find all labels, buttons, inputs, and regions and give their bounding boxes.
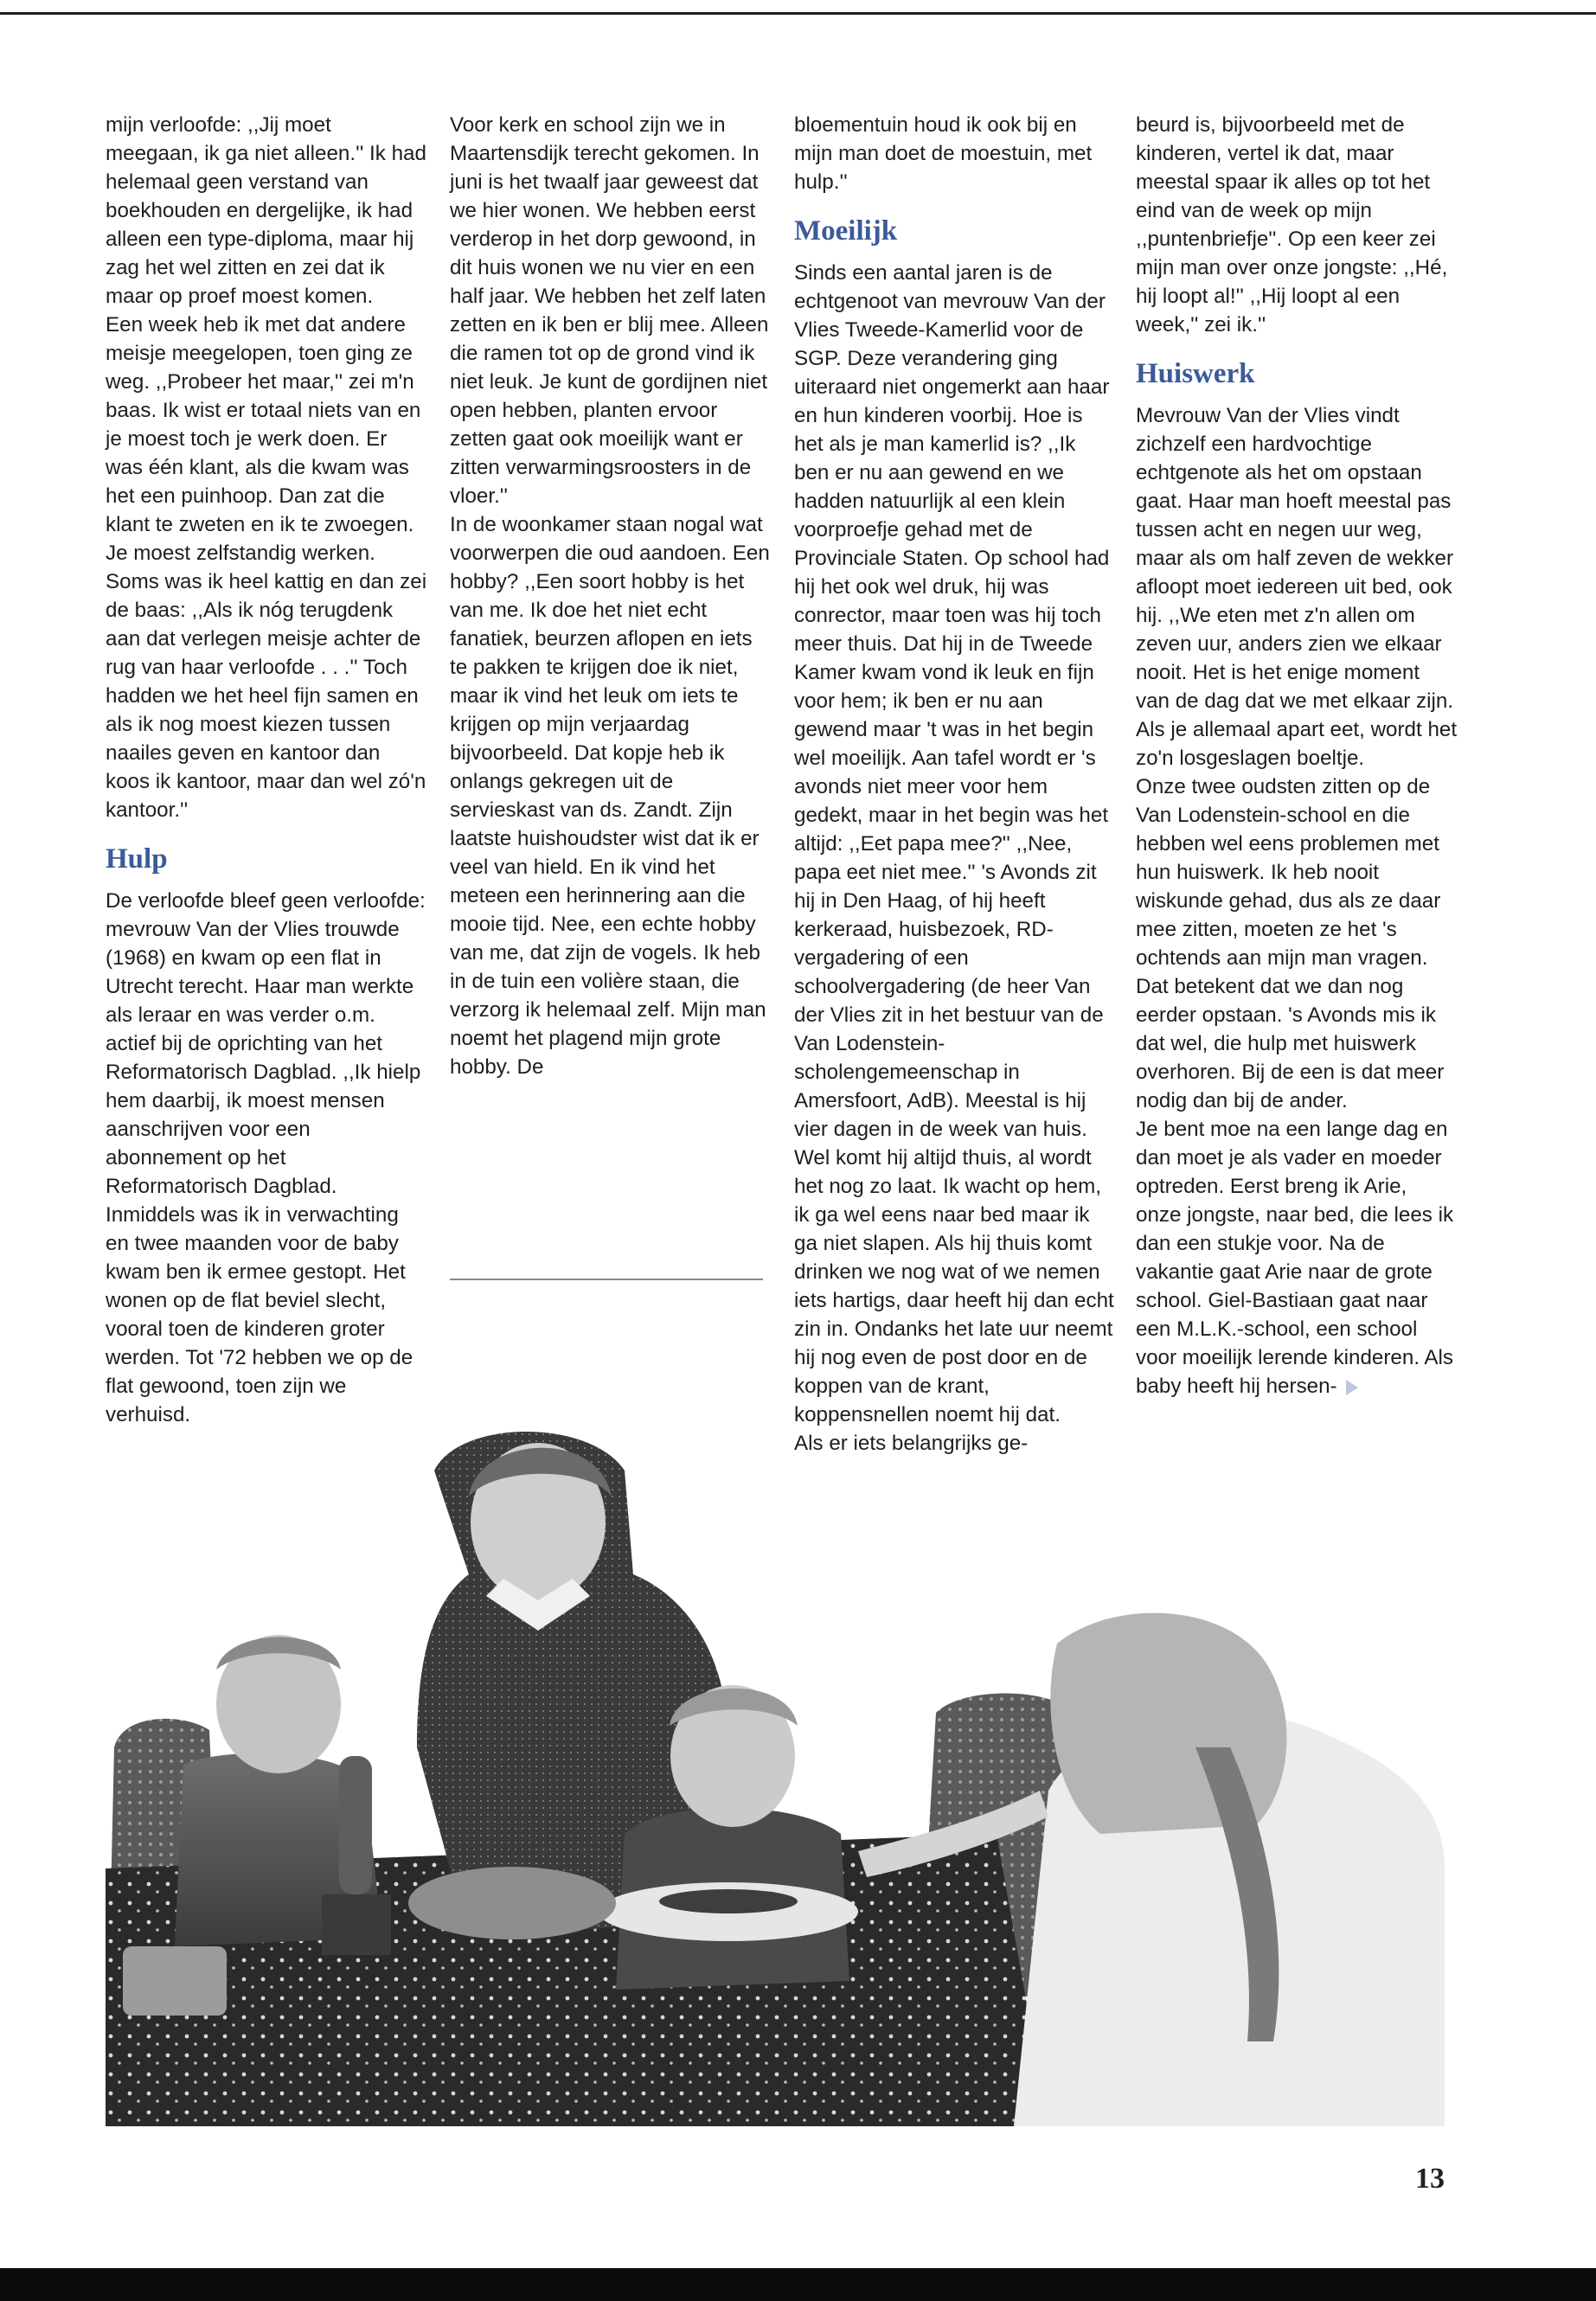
basket: [408, 1867, 616, 1939]
cake-slice: [659, 1889, 798, 1913]
paragraph-text: Je bent moe na een lange dag en dan moet je als vader en moeder optreden. Eerst breng ik Arie, onze jongste, naar bed, die lees ik dan een stukje voor. Na de vakantie gaat Arie naar de grote school. Giel-Bastiaan gaat naar een M.L.K.-school, een school voor moeilijk lerende kinderen. Als baby heeft hij hersen-: [1136, 1118, 1454, 1398]
family-photo: [106, 1384, 1445, 2126]
cactus: [339, 1756, 372, 1894]
top-border: [0, 12, 1596, 15]
article-column-3: [794, 111, 1116, 1458]
page-number: 13: [1415, 2163, 1445, 2195]
paragraph: Een week heb ik met dat andere meisje meegelopen, toen ging ze weg. ,,Probeer het maar,'' zei m'n baas. Ik wist er totaal niets van en je moest toch je werk doen. Er was één klant, als die kwam was het een puinhoop. Dan zat die klant te zweten en ik te zwoegen. Je moest zelfstandig werken. Soms was ik heel kattig en dan zei de baas: ,,Als ik nóg terugdenk aan dat verlegen meisje achter de rug van haar verloofde . . .'' Toch hadden we het heel fijn samen en als ik nog moest kiezen tussen naailes geven en kantoor dan koos ik kantoor, maar dan wel zó'n kantoor.'': [106, 313, 427, 822]
section-heading-huiswerk: Huiswerk: [1136, 358, 1255, 389]
column-divider-rule: [450, 1279, 763, 1280]
paragraph: In de woonkamer staan nogal wat voorwerpen die oud aandoen. Een hobby? ,,Een soort hobby is het van me. Ik doe het niet echt fanatiek, beurzen aflopen en iets te pakken te krijgen doe ik niet, maar ik vind het leuk om iets te krijgen op mijn verjaardag bijvoorbeeld. Dat kopje heb ik onlangs gekregen uit de servieskast van ds. Zandt. Zijn laatste huishoudster wist dat ik er veel van hield. En ik vind het meteen een herinnering aan die mooie tijd. Nee, een echte hobby van me, dat zijn de vogels. Ik heb in de tuin een volière staan, die verzorg ik helemaal zelf. Mijn man noemt het plagend mijn grote hobby. De: [450, 513, 770, 1079]
article-column-1: [106, 111, 427, 1429]
paragraph: beurd is, bijvoorbeeld met de kinderen, vertel ik dat, maar meestal spaar ik alles op tot het eind van de week op mijn ,,puntenbriefje''. Op een keer zei mijn man over onze jongste: ,,Hé, hij loopt al!'' ,,Hij loopt al een week,'' zei ik.'': [1136, 113, 1448, 336]
paragraph: [1136, 1115, 1458, 1400]
paragraph: Sinds een aantal jaren is de echtgenoot van mevrouw Van der Vlies Tweede-Kamerlid voor de SGP. Deze verandering ging uiteraard niet ongemerkt aan haar en hun kinderen voorbij. Hoe is het als je man kamerlid is? ,,Ik ben er nu aan gewend en we hadden natuurlijk al een klein voorproefje gehad met de Provinciale Staten. Op school had hij het ook wel druk, hij was conrector, maar toen was hij toch meer thuis. Dat hij in de Tweede Kamer kwam vond ik leuk en fijn voor hem; ik ben er nu aan gewend maar 't was in het begin wel moeilijk. Aan tafel wordt er 's avonds niet meer voor hem gedekt, maar in het begin was het altijd: ,,Eet papa mee?'' ,,Nee, papa eet niet mee.'' 's Avonds zit hij in Den Haag, of hij heeft kerkeraad, huisbezoek, RD-vergadering of een schoolvergadering (de heer Van der Vlies zit in het bestuur van de Van Lodenstein-scholengemeenschap in Amersfoort, AdB). Meestal is hij vier dagen in de week van huis. Wel komt hij altijd thuis, al wordt het nog zo laat. Ik wacht op hem, ik ga wel eens naar bed maar ik ga niet slapen. Als hij thuis komt drinken we nog wat of we nemen iets hartigs, daar heeft hij dan echt zin in. Ondanks het late uur neemt hij nog even de post door en de koppen van de krant, koppensnellen noemt hij dat.: [794, 261, 1114, 1426]
paragraph: Als er iets belangrijks ge-: [794, 1432, 1029, 1455]
glass: [123, 1946, 227, 2016]
paragraph: Voor kerk en school zijn we in Maartensdijk terecht gekomen. In juni is het twaalf jaar geweest dat we hier wonen. We hebben eerst verderop in het dorp gewoond, in dit huis wonen we nu vier en een half jaar. We hebben het zelf laten zetten en ik ben er blij mee. Alleen die ramen tot op de grond vind ik niet leuk. Je kunt de gordijnen niet open hebben, planten ervoor zetten gaat ook moeilijk want er zitten verwarmingsroosters in de vloer.'': [450, 113, 769, 508]
cactus-pot: [322, 1894, 391, 1955]
paragraph: De verloofde bleef geen verloofde: mevrouw Van der Vlies trouwde (1968) en kwam op een flat in Utrecht terecht. Haar man werkte als leraar en was verder o.m. actief bij de oprichting van het Reformatorisch Dagblad. ,,Ik hielp hem daarbij, ik moest mensen aanschrijven voor een abonnement op het Reformatorisch Dagblad. Inmiddels was ik in verwachting en twee maanden voor de baby kwam ben ik ermee gestopt. Het wonen op de flat beviel slecht, vooral toen de kinderen groter werden. Tot '72 hebben we op de flat gewoond, toen zijn we verhuisd.: [106, 889, 426, 1426]
section-heading-moeilijk: Moeilijk: [794, 215, 898, 247]
article-column-4: [1136, 111, 1458, 1400]
girl-head: [1050, 1613, 1286, 1834]
article-column-2: [450, 111, 772, 1081]
bottom-border: [0, 2268, 1596, 2301]
paragraph: Onze twee oudsten zitten op de Van Lodenstein-school en die hebben wel eens problemen met hun huiswerk. Ik heb nooit wiskunde gehad, dus als ze daar mee zitten, moeten ze het 's ochtends aan mijn man vragen. Dat betekent dat we dan nog eerder opstaan. 's Avonds mis ik dat wel, die hulp met huiswerk overhoren. Bij de een is dat meer nodig dan bij de ander.: [1136, 775, 1445, 1112]
paragraph: bloementuin houd ik ook bij en mijn man doet de moestuin, met hulp.'': [794, 113, 1093, 194]
paragraph: Mevrouw Van der Vlies vindt zichzelf een hardvochtige echtgenote als het om opstaan gaat. Haar man hoeft meestal pas tussen acht en negen uur weg, maar als om half zeven de wekker afloopt moet iedereen uit bed, ook hij. ,,We eten met z'n allen om zeven uur, anders zien we elkaar nooit. Het is het enige moment van de dag dat we met elkaar zijn. Als je allemaal apart eet, wordt het zo'n losgeslagen boeltje.: [1136, 404, 1458, 770]
section-heading-hulp: Hulp: [106, 843, 168, 875]
paragraph: mijn verloofde: ,,Jij moet meegaan, ik ga niet alleen.'' Ik had helemaal geen verstand van boekhouden en dergelijke, ik had alleen een type-diploma, maar hij zag het wel zitten en zei dat ik maar op proef moest komen.: [106, 113, 426, 308]
